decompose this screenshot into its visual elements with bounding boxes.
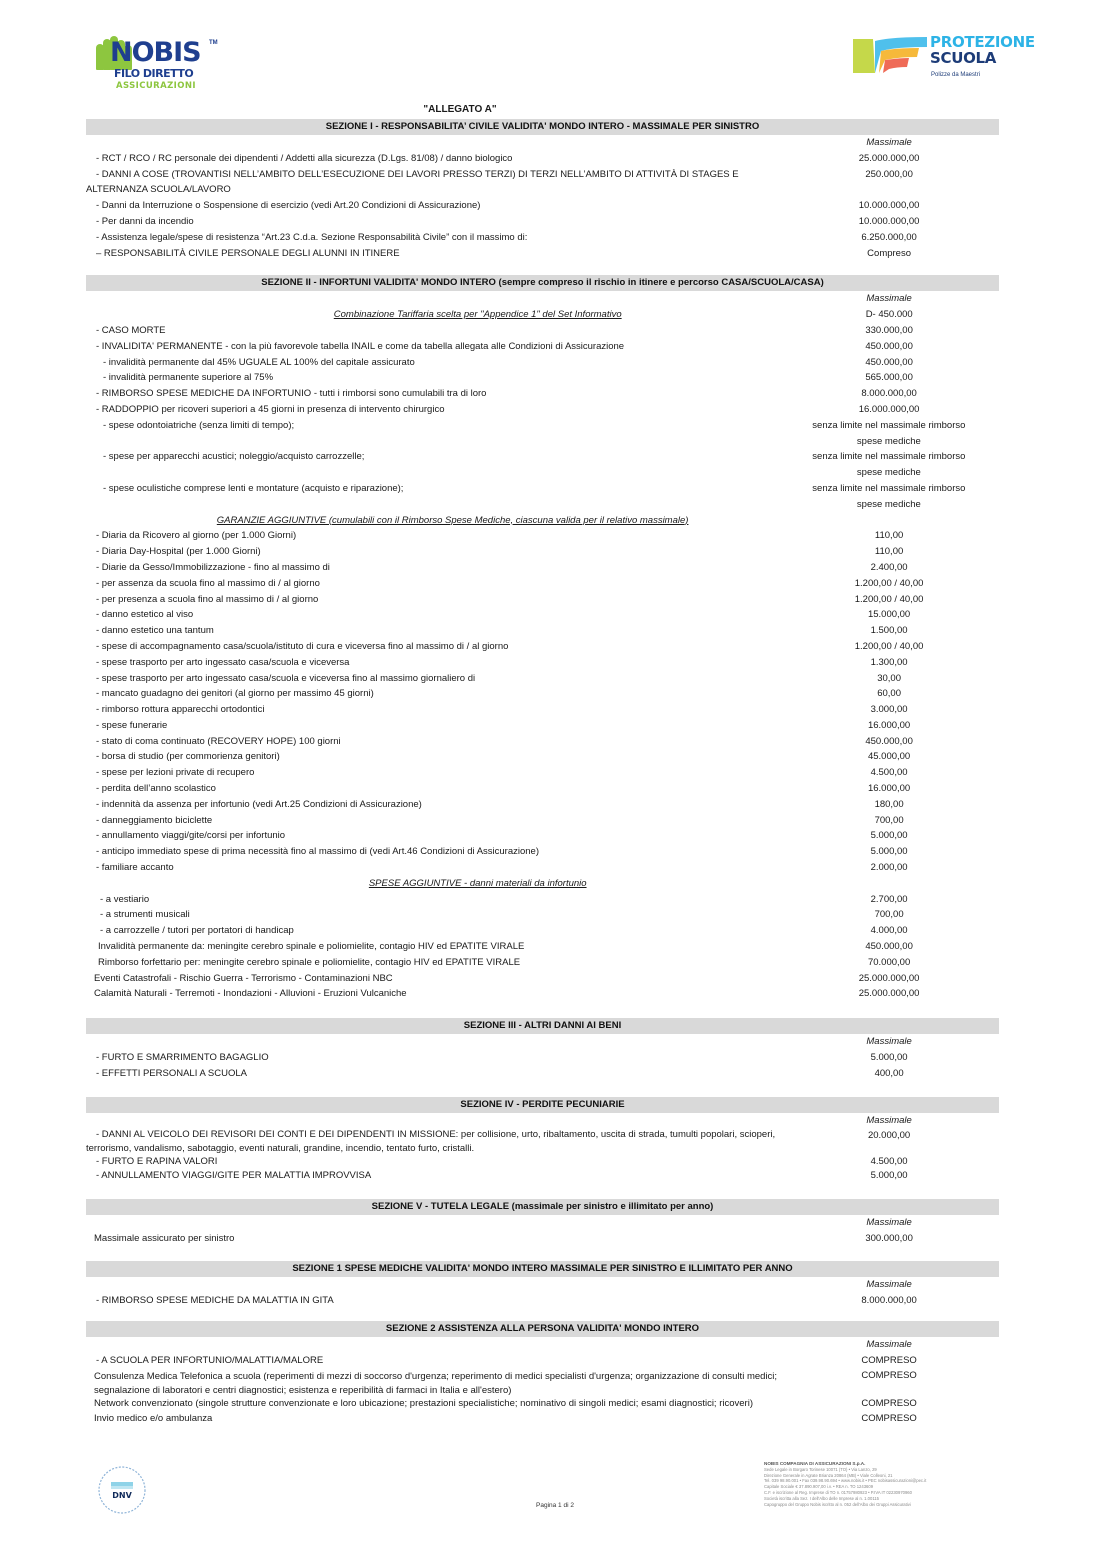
section-assistenza bbox=[86, 1321, 999, 1426]
row-value: 4.500,00 bbox=[870, 1156, 908, 1168]
combination-value: D- 450.000 bbox=[865, 309, 913, 321]
row-label: - danneggiamento biciclette bbox=[96, 814, 213, 826]
row-value: 450.000,00 bbox=[865, 340, 913, 352]
row-value: senza limite nel massimale rimborso spese mediche bbox=[812, 482, 966, 510]
row-label: - a vestiario bbox=[100, 893, 150, 905]
row-label: - CASO MORTE bbox=[96, 324, 166, 336]
row-label: Invio medico e/o ambulanza bbox=[94, 1412, 213, 1424]
page-number: Pagina 1 di 2 bbox=[536, 1502, 574, 1509]
table-row bbox=[86, 765, 999, 781]
table-row bbox=[86, 1231, 999, 1247]
row-label: - spese trasporto per arto ingessato casa/scuola e viceversa fino al massimo giornaliero di bbox=[96, 672, 476, 684]
section-4-perdite bbox=[86, 1097, 999, 1185]
table-row bbox=[86, 1168, 999, 1184]
row-value: 450.000,00 bbox=[865, 941, 913, 953]
row-label: - RIMBORSO SPESE MEDICHE DA MALATTIA IN GITA bbox=[96, 1294, 334, 1306]
row-label: - Danni da Interruzione o Sospensione di esercizio (vedi Art.20 Condizioni di Assicurazione) bbox=[96, 200, 481, 212]
value-header: Massimale bbox=[866, 1036, 912, 1048]
row-label: - FURTO E SMARRIMENTO BAGAGLIO bbox=[96, 1052, 269, 1064]
section-title: SEZIONE II - INFORTUNI VALIDITA' MONDO INTERO (sempre compreso il rischio in itinere e percorso CASA/SCUOLA/CASA) bbox=[86, 275, 999, 291]
book-icon bbox=[851, 35, 929, 75]
row-label: - invalidità permanente superiore al 75% bbox=[103, 372, 274, 384]
document-title: "ALLEGATO A" bbox=[423, 104, 497, 115]
section-title: SEZIONE III - ALTRI DANNI AI BENI bbox=[86, 1018, 999, 1034]
row-value: 60,00 bbox=[877, 688, 901, 700]
row-value: 45.000,00 bbox=[867, 751, 911, 763]
row-label: - spese di accompagnamento casa/scuola/istituto di cura e viceversa fino al massimo di / al giorno bbox=[96, 640, 509, 652]
row-label: - indennità da assenza per infortunio (vedi Art.25 Condizioni di Assicurazione) bbox=[96, 798, 422, 810]
table-row bbox=[86, 1050, 999, 1066]
row-value: 400,00 bbox=[874, 1067, 904, 1079]
row-label: Invalidità permanente da: meningite cerebro spinale e poliomielite, contagio HIV ed EPATITE VIRALE bbox=[98, 941, 525, 953]
row-label: Rimborso forfettario per: meningite cerebro spinale e poliomielite, contagio HIV ed EPATITE VIRALE bbox=[98, 956, 521, 968]
table-row bbox=[86, 813, 999, 829]
table-row bbox=[86, 828, 999, 844]
row-label: - rimborso rottura apparecchi ortodontici bbox=[96, 704, 265, 716]
combination-label: Combinazione Tariffaria scelta per "Appendice 1" del Set Informativo bbox=[333, 309, 622, 321]
table-row bbox=[86, 623, 999, 639]
company-line: Sede Legale in Borgaro Torinese 10071 (TO) • Via Lanzo, 29 bbox=[764, 1466, 877, 1472]
row-value: 16.000.000,00 bbox=[858, 403, 920, 415]
row-label: - danno estetico al viso bbox=[96, 609, 194, 621]
table-row bbox=[86, 230, 999, 246]
row-value: 8.000.000,00 bbox=[861, 388, 917, 400]
row-value: 565.000,00 bbox=[865, 372, 913, 384]
row-value: 4.500,00 bbox=[870, 767, 908, 779]
document-body bbox=[86, 119, 999, 1426]
row-value: COMPRESO bbox=[861, 1398, 917, 1409]
company-line: Capitale Sociale € 37.890.907,00 i.v. • REA n. TO 1243609 bbox=[764, 1484, 874, 1490]
table-row bbox=[86, 797, 999, 813]
value-header: Massimale bbox=[866, 1339, 912, 1351]
row-value: 110,00 bbox=[874, 546, 904, 558]
row-label: - mancato guadagno dei genitori (al giorno per massimo 45 giorni) bbox=[96, 688, 374, 700]
row-label: - borsa di studio (per commorienza genitori) bbox=[96, 751, 280, 763]
nobis-logo-tm: TM bbox=[209, 40, 218, 46]
table-row bbox=[86, 986, 999, 1002]
row-value: 1.200,00 / 40,00 bbox=[854, 593, 924, 605]
company-line: C.F. e iscrizione al Reg. Imprese di TO n. 01757980923 • P.IVA IT 02230970960 bbox=[764, 1489, 912, 1495]
row-value: 15.000,00 bbox=[867, 609, 911, 621]
section-title: SEZIONE IV - PERDITE PECUNIARIE bbox=[86, 1097, 999, 1113]
row-label: - invalidità permanente dal 45% UGUALE AL 100% del capitale assicurato bbox=[103, 356, 415, 368]
row-value: Compreso bbox=[867, 247, 911, 259]
row-value: 250.000,00 bbox=[865, 168, 913, 180]
row-label: - a strumenti musicali bbox=[100, 909, 190, 921]
row-label: - Diaria Day-Hospital (per 1.000 Giorni) bbox=[96, 546, 261, 558]
value-header: Massimale bbox=[866, 1217, 912, 1229]
table-row bbox=[86, 860, 999, 876]
table-row bbox=[86, 214, 999, 230]
table-row bbox=[86, 1397, 999, 1411]
table-row bbox=[86, 386, 999, 402]
row-value: 450.000,00 bbox=[865, 356, 913, 368]
row-value: 700,00 bbox=[874, 909, 904, 921]
row-label: - Assistenza legale/spese di resistenza “Art.23 C.d.a. Sezione Responsabilità Civile” con il massimo di: bbox=[96, 231, 528, 243]
row-value: 16.000,00 bbox=[867, 719, 911, 731]
section-title: SEZIONE 1 SPESE MEDICHE VALIDITA' MONDO INTERO MASSIMALE PER SINISTRO E ILLIMITATO PER ANNO bbox=[86, 1261, 999, 1277]
row-label: – RESPONSABILITÀ CIVILE PERSONALE DEGLI ALUNNI IN ITINERE bbox=[96, 247, 400, 259]
row-value: 2.400,00 bbox=[870, 561, 908, 573]
table-row bbox=[86, 560, 999, 576]
company-line: Società iscritta alla Sez. I dell'Albo delle Imprese al n. 1.00115 bbox=[764, 1495, 880, 1501]
row-label: - DANNI AL VEICOLO DEI REVISORI DEI CONTI E DEI DIPENDENTI IN MISSIONE: per collisione, urto, ribaltamento, uscita di strada, tumulti popolari, scioperi, terrorismo, vandalismo, sabotaggio, eventi naturali, grandine, incendio, tentato furto, cristalli. bbox=[86, 1129, 776, 1154]
row-value: COMPRESO bbox=[861, 1370, 917, 1381]
table-row bbox=[86, 528, 999, 544]
value-header: Massimale bbox=[866, 293, 912, 305]
spese-heading: SPESE AGGIUNTIVE - danni materiali da infortunio bbox=[368, 877, 587, 889]
table-row bbox=[86, 576, 999, 592]
row-label: - per assenza da scuola fino al massimo di / al giorno bbox=[96, 577, 320, 589]
table-row bbox=[86, 481, 999, 513]
spese-heading-row bbox=[86, 876, 999, 892]
table-row bbox=[86, 718, 999, 734]
row-label: - RIMBORSO SPESE MEDICHE DA INFORTUNIO - tutti i rimborsi sono cumulabili tra di loro bbox=[96, 388, 487, 400]
table-row bbox=[86, 655, 999, 671]
nobis-logo-line2: FILO DIRETTO bbox=[114, 67, 194, 80]
table-row bbox=[86, 955, 999, 971]
combination-row bbox=[86, 307, 999, 323]
section-title: SEZIONE V - TUTELA LEGALE (massimale per sinistro e illimitato per anno) bbox=[86, 1199, 999, 1215]
table-row bbox=[86, 339, 999, 355]
row-value: 16.000,00 bbox=[867, 783, 911, 795]
table-row bbox=[86, 702, 999, 718]
table-row bbox=[86, 355, 999, 371]
row-value: 5.000,00 bbox=[870, 830, 908, 842]
table-row bbox=[86, 246, 999, 262]
ps-logo-line1: PROTEZIONE bbox=[930, 33, 1035, 51]
row-label: - EFFETTI PERSONALI A SCUOLA bbox=[96, 1067, 247, 1079]
row-label: - DANNI A COSE (TROVANTISI NELL’AMBITO DELL’ESECUZIONE DEI LAVORI PRESSO TERZI) DI TERZI NELL’AMBITO DI ATTIVITÀ DI STAGES E ALTERNANZA SCUOLA/LAVORO bbox=[86, 168, 739, 196]
row-value: 450.000,00 bbox=[865, 735, 913, 747]
row-value: 330.000,00 bbox=[865, 324, 913, 336]
row-value: 10.000.000,00 bbox=[858, 215, 920, 227]
table-row bbox=[86, 544, 999, 560]
table-row bbox=[86, 607, 999, 623]
row-value: 180,00 bbox=[874, 798, 904, 810]
row-label: - perdita dell’anno scolastico bbox=[96, 783, 216, 795]
row-label: - spese funerarie bbox=[96, 719, 168, 731]
section-spese-mediche bbox=[86, 1261, 999, 1309]
table-row bbox=[86, 907, 999, 923]
row-label: Calamità Naturali - Terremoti - Inondazioni - Alluvioni - Eruzioni Vulcaniche bbox=[94, 988, 407, 1000]
table-row bbox=[86, 151, 999, 167]
value-header: Massimale bbox=[866, 1278, 912, 1290]
table-row bbox=[86, 167, 999, 199]
row-value: 8.000.000,00 bbox=[861, 1294, 917, 1306]
row-value: 1.200,00 / 40,00 bbox=[854, 640, 924, 652]
row-value: 25.000.000,00 bbox=[858, 972, 920, 984]
row-value: 5.000,00 bbox=[870, 1170, 908, 1182]
section-3-beni bbox=[86, 1018, 999, 1081]
row-value: senza limite nel massimale rimborso spese mediche bbox=[812, 451, 966, 479]
row-label: - spese odontoiatriche (senza limiti di tempo); bbox=[103, 419, 295, 431]
row-label: Network convenzionato (singole strutture convenzionate e loro ubicazione; prestazioni specialistiche; nominativo di singoli medici; esami diagnostici; ricoveri) bbox=[94, 1398, 753, 1409]
row-value: 5.000,00 bbox=[870, 846, 908, 858]
table-row bbox=[86, 402, 999, 418]
garanzie-heading: GARANZIE AGGIUNTIVE (cumulabili con il Rimborso Spese Mediche, ciascuna valida per il relativo massimale) bbox=[216, 514, 689, 526]
row-value: 30,00 bbox=[877, 672, 901, 684]
row-value: 3.000,00 bbox=[870, 704, 908, 716]
row-value: 1.500,00 bbox=[870, 625, 908, 637]
section-title: SEZIONE 2 ASSISTENZA ALLA PERSONA VALIDITA' MONDO INTERO bbox=[86, 1321, 999, 1337]
section-title: SEZIONE I - RESPONSABILITA’ CIVILE VALIDITA' MONDO INTERO - MASSIMALE PER SINISTRO bbox=[86, 119, 999, 135]
nobis-logo-word: NOBIS bbox=[110, 37, 201, 68]
table-row bbox=[86, 671, 999, 687]
table-row bbox=[86, 734, 999, 750]
row-value: 25.000.000,00 bbox=[858, 152, 920, 164]
table-row bbox=[86, 449, 999, 481]
nobis-logo-line3: ASSICURAZIONI bbox=[116, 81, 196, 91]
row-label: - A SCUOLA PER INFORTUNIO/MALATTIA/MALORE bbox=[96, 1355, 324, 1367]
row-label: - a carrozzelle / tutori per portatori di handicap bbox=[100, 925, 294, 937]
row-label: - familiare accanto bbox=[96, 862, 174, 874]
row-label: - danno estetico una tantum bbox=[96, 625, 214, 637]
row-value: 20.000,00 bbox=[867, 1130, 911, 1142]
row-value: 10.000.000,00 bbox=[858, 200, 920, 212]
row-label: Massimale assicurato per sinistro bbox=[94, 1233, 235, 1245]
table-row bbox=[86, 418, 999, 450]
row-label: - FURTO E RAPINA VALORI bbox=[96, 1156, 218, 1168]
row-label: - RADDOPPIO per ricoveri superiori a 45 giorni in presenza di intervento chirurgico bbox=[96, 403, 445, 415]
extra-list bbox=[86, 939, 999, 1002]
company-line: Tel. 039 98.90.001 • Fax 039.98.90.694 • www.nobis.it • PEC nobisassicurazioni@pec.it bbox=[764, 1478, 927, 1484]
row-label: - Diaria da Ricovero al giorno (per 1.000 Giorni) bbox=[96, 530, 297, 542]
row-label: - per presenza a scuola fino al massimo di / al giorno bbox=[96, 593, 319, 605]
table-row bbox=[86, 1066, 999, 1082]
table-row bbox=[86, 1411, 999, 1427]
row-value: 6.250.000,00 bbox=[861, 231, 917, 243]
dnv-label: DNV bbox=[112, 1491, 132, 1500]
table-row bbox=[86, 781, 999, 797]
table-row bbox=[86, 1293, 999, 1309]
section-1-rc bbox=[86, 119, 999, 261]
table-row bbox=[86, 1353, 999, 1369]
row-label: Consulenza Medica Telefonica a scuola (reperimenti di mezzi di soccorso d'urgenza; reperimento di medici specialisti d'urgenza; organizzazione di consulti medici; segnalazione di laboratori e centri diagnostici; esistenza e reperibilità di farmaci in Italia e all'estero) bbox=[94, 1371, 778, 1396]
row-label: - spese oculistiche comprese lenti e montature (acquisto e riparazione); bbox=[103, 482, 404, 494]
row-label: - spese per apparecchi acustici; noleggio/acquisto carrozzelle; bbox=[103, 451, 365, 463]
row-value: 1.200,00 / 40,00 bbox=[854, 577, 924, 589]
row-label: - spese per lezioni private di recupero bbox=[96, 767, 255, 779]
protezione-scuola-logo bbox=[851, 32, 1035, 82]
table-row bbox=[86, 1369, 999, 1397]
table-row bbox=[86, 639, 999, 655]
row-value: 1.300,00 bbox=[870, 656, 908, 668]
row-value: 300.000,00 bbox=[865, 1233, 913, 1245]
row-value: COMPRESO bbox=[861, 1412, 917, 1424]
row-value: 110,00 bbox=[874, 530, 904, 542]
section-5-tutela-legale bbox=[86, 1199, 999, 1247]
table-row bbox=[86, 592, 999, 608]
table-row bbox=[86, 939, 999, 955]
garanzie-heading-row bbox=[86, 513, 999, 529]
spese-list bbox=[86, 892, 999, 939]
row-label: - RCT / RCO / RC personale dei dipendenti / Addetti alla sicurezza (D.Lgs. 81/08) / danno biologico bbox=[96, 152, 513, 164]
nobis-logo bbox=[96, 34, 226, 92]
row-label: - INVALIDITA' PERMANENTE - con la più favorevole tabella INAIL e come da tabella allegata alle Condizioni di Assicurazione bbox=[96, 340, 625, 352]
row-value: 2.700,00 bbox=[870, 893, 908, 905]
value-header: Massimale bbox=[866, 1114, 912, 1126]
row-value: 5.000,00 bbox=[870, 1052, 908, 1064]
table-row bbox=[86, 971, 999, 987]
ps-logo-line2: SCUOLA bbox=[930, 49, 997, 67]
row-label: - ANNULLAMENTO VIAGGI/GITE PER MALATTIA IMPROVVISA bbox=[96, 1170, 372, 1182]
garanzie-list bbox=[86, 528, 999, 876]
ps-logo-tagline: Polizze da Maestri bbox=[931, 72, 981, 78]
table-row bbox=[86, 686, 999, 702]
table-row bbox=[86, 1128, 999, 1155]
row-label: - anticipo immediato spese di prima necessità fino al massimo di (vedi Art.46 Condizioni di Assicurazione) bbox=[96, 846, 540, 858]
row-value: senza limite nel massimale rimborso spese mediche bbox=[812, 419, 966, 447]
section-2-infortuni bbox=[86, 275, 999, 1002]
row-value: 25.000.000,00 bbox=[858, 988, 920, 1000]
row-value: 2.000,00 bbox=[870, 862, 908, 874]
company-info bbox=[764, 1461, 1004, 1507]
table-row bbox=[86, 1155, 999, 1168]
table-row bbox=[86, 370, 999, 386]
row-value: 700,00 bbox=[874, 814, 904, 826]
table-row bbox=[86, 198, 999, 214]
value-header: Massimale bbox=[866, 137, 912, 148]
row-label: Eventi Catastrofali - Rischio Guerra - Terrorismo - Contaminazioni NBC bbox=[94, 972, 393, 984]
row-label: - stato di coma continuato (RECOVERY HOPE) 100 giorni bbox=[96, 735, 341, 747]
company-line: NOBIS COMPAGNIA DI ASSICURAZIONI S.p.A. bbox=[764, 1461, 866, 1466]
company-line: Capogruppo del Gruppo Nobis iscritto al n. 052 dell'Albo dei Gruppi Assicurativi bbox=[764, 1501, 911, 1507]
row-value: COMPRESO bbox=[861, 1355, 917, 1367]
table-row bbox=[86, 323, 999, 339]
row-value: 70.000,00 bbox=[867, 956, 911, 968]
dnv-certification-icon bbox=[96, 1462, 148, 1524]
table-row bbox=[86, 892, 999, 908]
row-label: - Diarie da Gesso/Immobilizzazione - fino al massimo di bbox=[96, 561, 330, 573]
row-value: 4.000,00 bbox=[870, 925, 908, 937]
table-row bbox=[86, 749, 999, 765]
table-row bbox=[86, 923, 999, 939]
row-label: - annullamento viaggi/gite/corsi per infortunio bbox=[96, 830, 286, 842]
row-label: - Per danni da incendio bbox=[96, 215, 194, 227]
company-line: Direzione Generale in Agrate Brianza 20864 (MB) • Viale Colleoni, 21 bbox=[764, 1472, 893, 1478]
table-row bbox=[86, 844, 999, 860]
row-label: - spese trasporto per arto ingessato casa/scuola e viceversa bbox=[96, 656, 350, 668]
